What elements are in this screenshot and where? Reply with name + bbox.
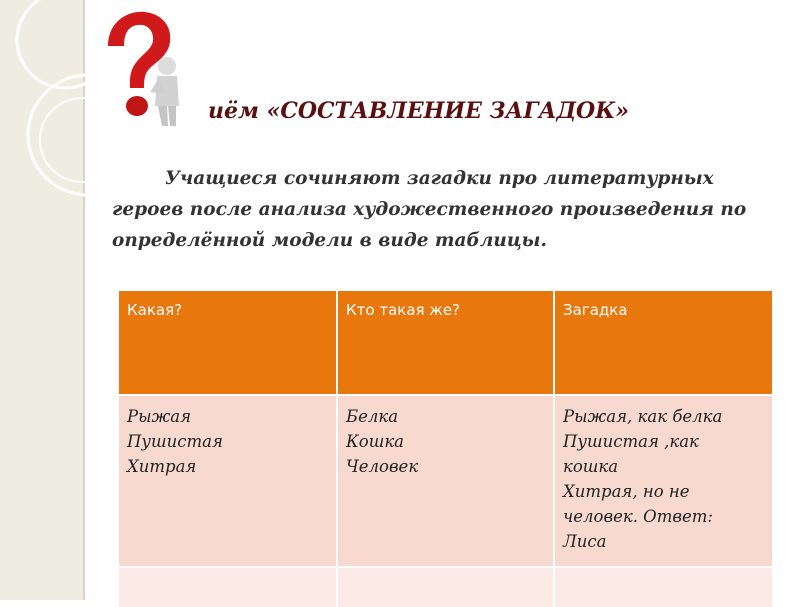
riddle-line: Лиса	[563, 532, 607, 551]
table-row	[118, 395, 773, 567]
empty-cell	[554, 567, 773, 607]
comparison-item: Человек	[346, 457, 419, 476]
comparison-item: Кошка	[346, 432, 405, 451]
riddle-line: Пушистая ,как	[563, 432, 699, 451]
cell-comparisons	[337, 395, 554, 567]
column-header-who-alike: Кто такая же?	[337, 291, 554, 395]
quality-item: Хитрая	[127, 457, 197, 476]
empty-cell	[337, 567, 554, 607]
riddle-line: человек. Ответ:	[563, 507, 713, 526]
column-header-riddle: Загадка	[554, 291, 773, 395]
cell-riddle	[554, 395, 773, 567]
column-header-what-kind: Какая?	[118, 291, 337, 395]
riddle-model-table	[117, 291, 774, 607]
comparison-item: Белка	[346, 407, 399, 426]
intro-paragraph: Учащиеся сочиняют загадки про литературных героев после анализа художественного произведения по определённой модели в виде таблицы.	[112, 168, 747, 251]
quality-item: Рыжая	[127, 407, 192, 426]
riddle-line: Хитрая, но не	[563, 482, 690, 501]
empty-cell	[118, 567, 337, 607]
question-mark-figure-icon	[100, 8, 195, 128]
riddle-line: Рыжая, как белка	[563, 407, 723, 426]
cell-qualities	[118, 395, 337, 567]
riddle-line: кошка	[563, 457, 619, 476]
page-title: иём «СОСТАВЛЕНИЕ ЗАГАДОК»	[208, 98, 629, 124]
quality-item: Пушистая	[127, 432, 223, 451]
table-header-row	[118, 291, 773, 395]
table-row-empty	[118, 567, 773, 607]
